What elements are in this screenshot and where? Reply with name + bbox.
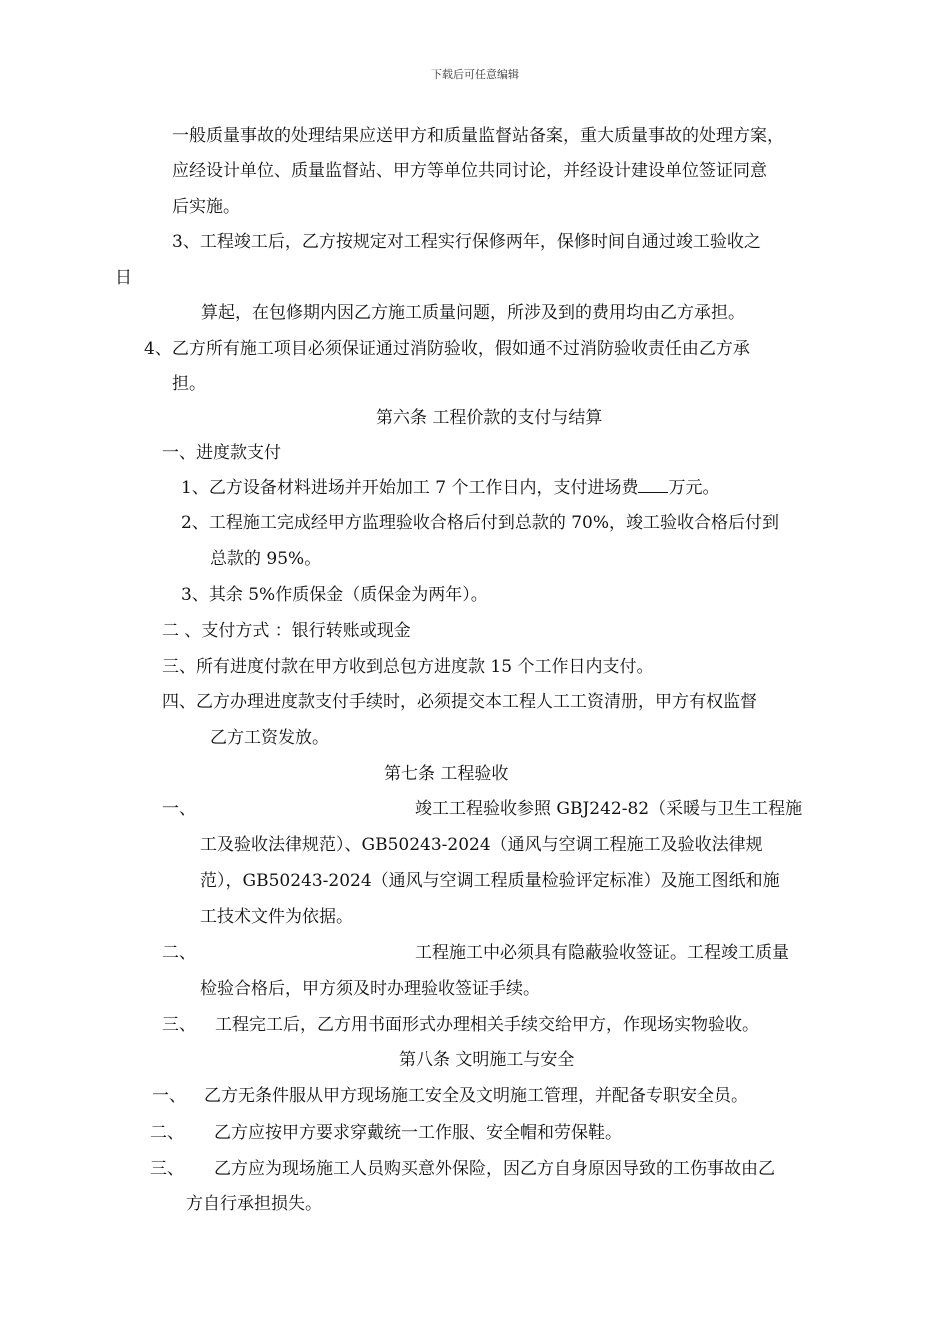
text-line: 范），GB50243-2024（通风与空调工程质量检验评定标准）及施工图纸和施 — [200, 871, 780, 891]
text-line: 4、乙方所有施工项目必须保证通过消防验收，假如通不过消防验收责任由乙方承 — [144, 339, 750, 359]
text-line: 乙方无条件服从甲方现场施工安全及文明施工管理，并配备专职安全员。 — [204, 1086, 748, 1106]
text-line: 算起，在包修期内因乙方施工质量问题，所涉及到的费用均由乙方承担。 — [201, 303, 745, 323]
blank-underline — [638, 478, 668, 493]
text-line: 四、乙方办理进度款支付手续时，必须提交本工程人工工资清册，甲方有权监督 — [162, 692, 757, 712]
text-segment: 万元。 — [668, 478, 720, 498]
text-line: 乙方工资发放。 — [210, 728, 329, 748]
list-marker: 二、 — [162, 943, 196, 963]
list-marker: 三、 — [150, 1159, 184, 1179]
page-header: 下载后可任意编辑 — [431, 68, 519, 81]
text-line: 后实施。 — [172, 197, 240, 217]
text-line: 2、工程施工完成经甲方监理验收合格后付到总款的 70%，竣工验收合格后付到 — [181, 513, 780, 533]
text-line: 工程施工中必须具有隐蔽验收签证。工程竣工质量 — [415, 943, 789, 963]
list-marker: 三、 — [162, 1015, 196, 1035]
list-marker: 二、 — [150, 1123, 184, 1143]
text-line: 三、所有进度付款在甲方收到总包方进度款 15 个工作日内支付。 — [162, 657, 654, 677]
text-line: 检验合格后，甲方须及时办理验收签证手续。 — [200, 979, 540, 999]
text-line: 工技术文件为依据。 — [200, 907, 353, 927]
section-heading: 第七条 工程验收 — [384, 764, 509, 784]
text-line: 应经设计单位、质量监督站、甲方等单位共同讨论，并经设计建设单位签证同意 — [172, 161, 767, 181]
subsection-heading: 一、进度款支付 — [162, 443, 281, 463]
text-line: 二 、支付方式 ：银行转账或现金 — [162, 621, 411, 641]
list-marker: 一、 — [152, 1086, 186, 1106]
text-line: 总款的 95%。 — [210, 549, 322, 569]
text-line: 3、其余 5%作质保金（质保金为两年）。 — [181, 585, 488, 605]
text-line: 方自行承担损失。 — [186, 1194, 322, 1214]
section-heading: 第六条 工程价款的支付与结算 — [376, 408, 603, 428]
text-line: 一般质量事故的处理结果应送甲方和质量监督站备案，重大质量事故的处理方案， — [172, 126, 784, 146]
text-line: 乙方应为现场施工人员购买意外保险，因乙方自身原因导致的工伤事故由乙 — [214, 1159, 775, 1179]
text-line: 工及验收法律规范）、GB50243-2024（通风与空调工程施工及验收法律规 — [200, 835, 763, 855]
text-line: 日 — [115, 268, 132, 288]
text-line — [181, 476, 719, 500]
text-line: 乙方应按甲方要求穿戴统一工作服、安全帽和劳保鞋。 — [214, 1123, 622, 1143]
text-segment: 1、乙方设备材料进场并开始加工 7 个工作日内，支付进场费 — [181, 478, 639, 498]
section-heading: 第八条 文明施工与安全 — [399, 1050, 575, 1070]
text-line: 竣工工程验收参照 GBJ242-82（采暖与卫生工程施 — [415, 799, 803, 819]
text-line: 工程完工后，乙方用书面形式办理相关手续交给甲方，作现场实物验收。 — [215, 1015, 759, 1035]
list-marker: 一、 — [162, 799, 196, 819]
text-line: 3、工程竣工后，乙方按规定对工程实行保修两年，保修时间自通过竣工验收之 — [172, 232, 761, 252]
text-line: 担。 — [172, 374, 206, 394]
